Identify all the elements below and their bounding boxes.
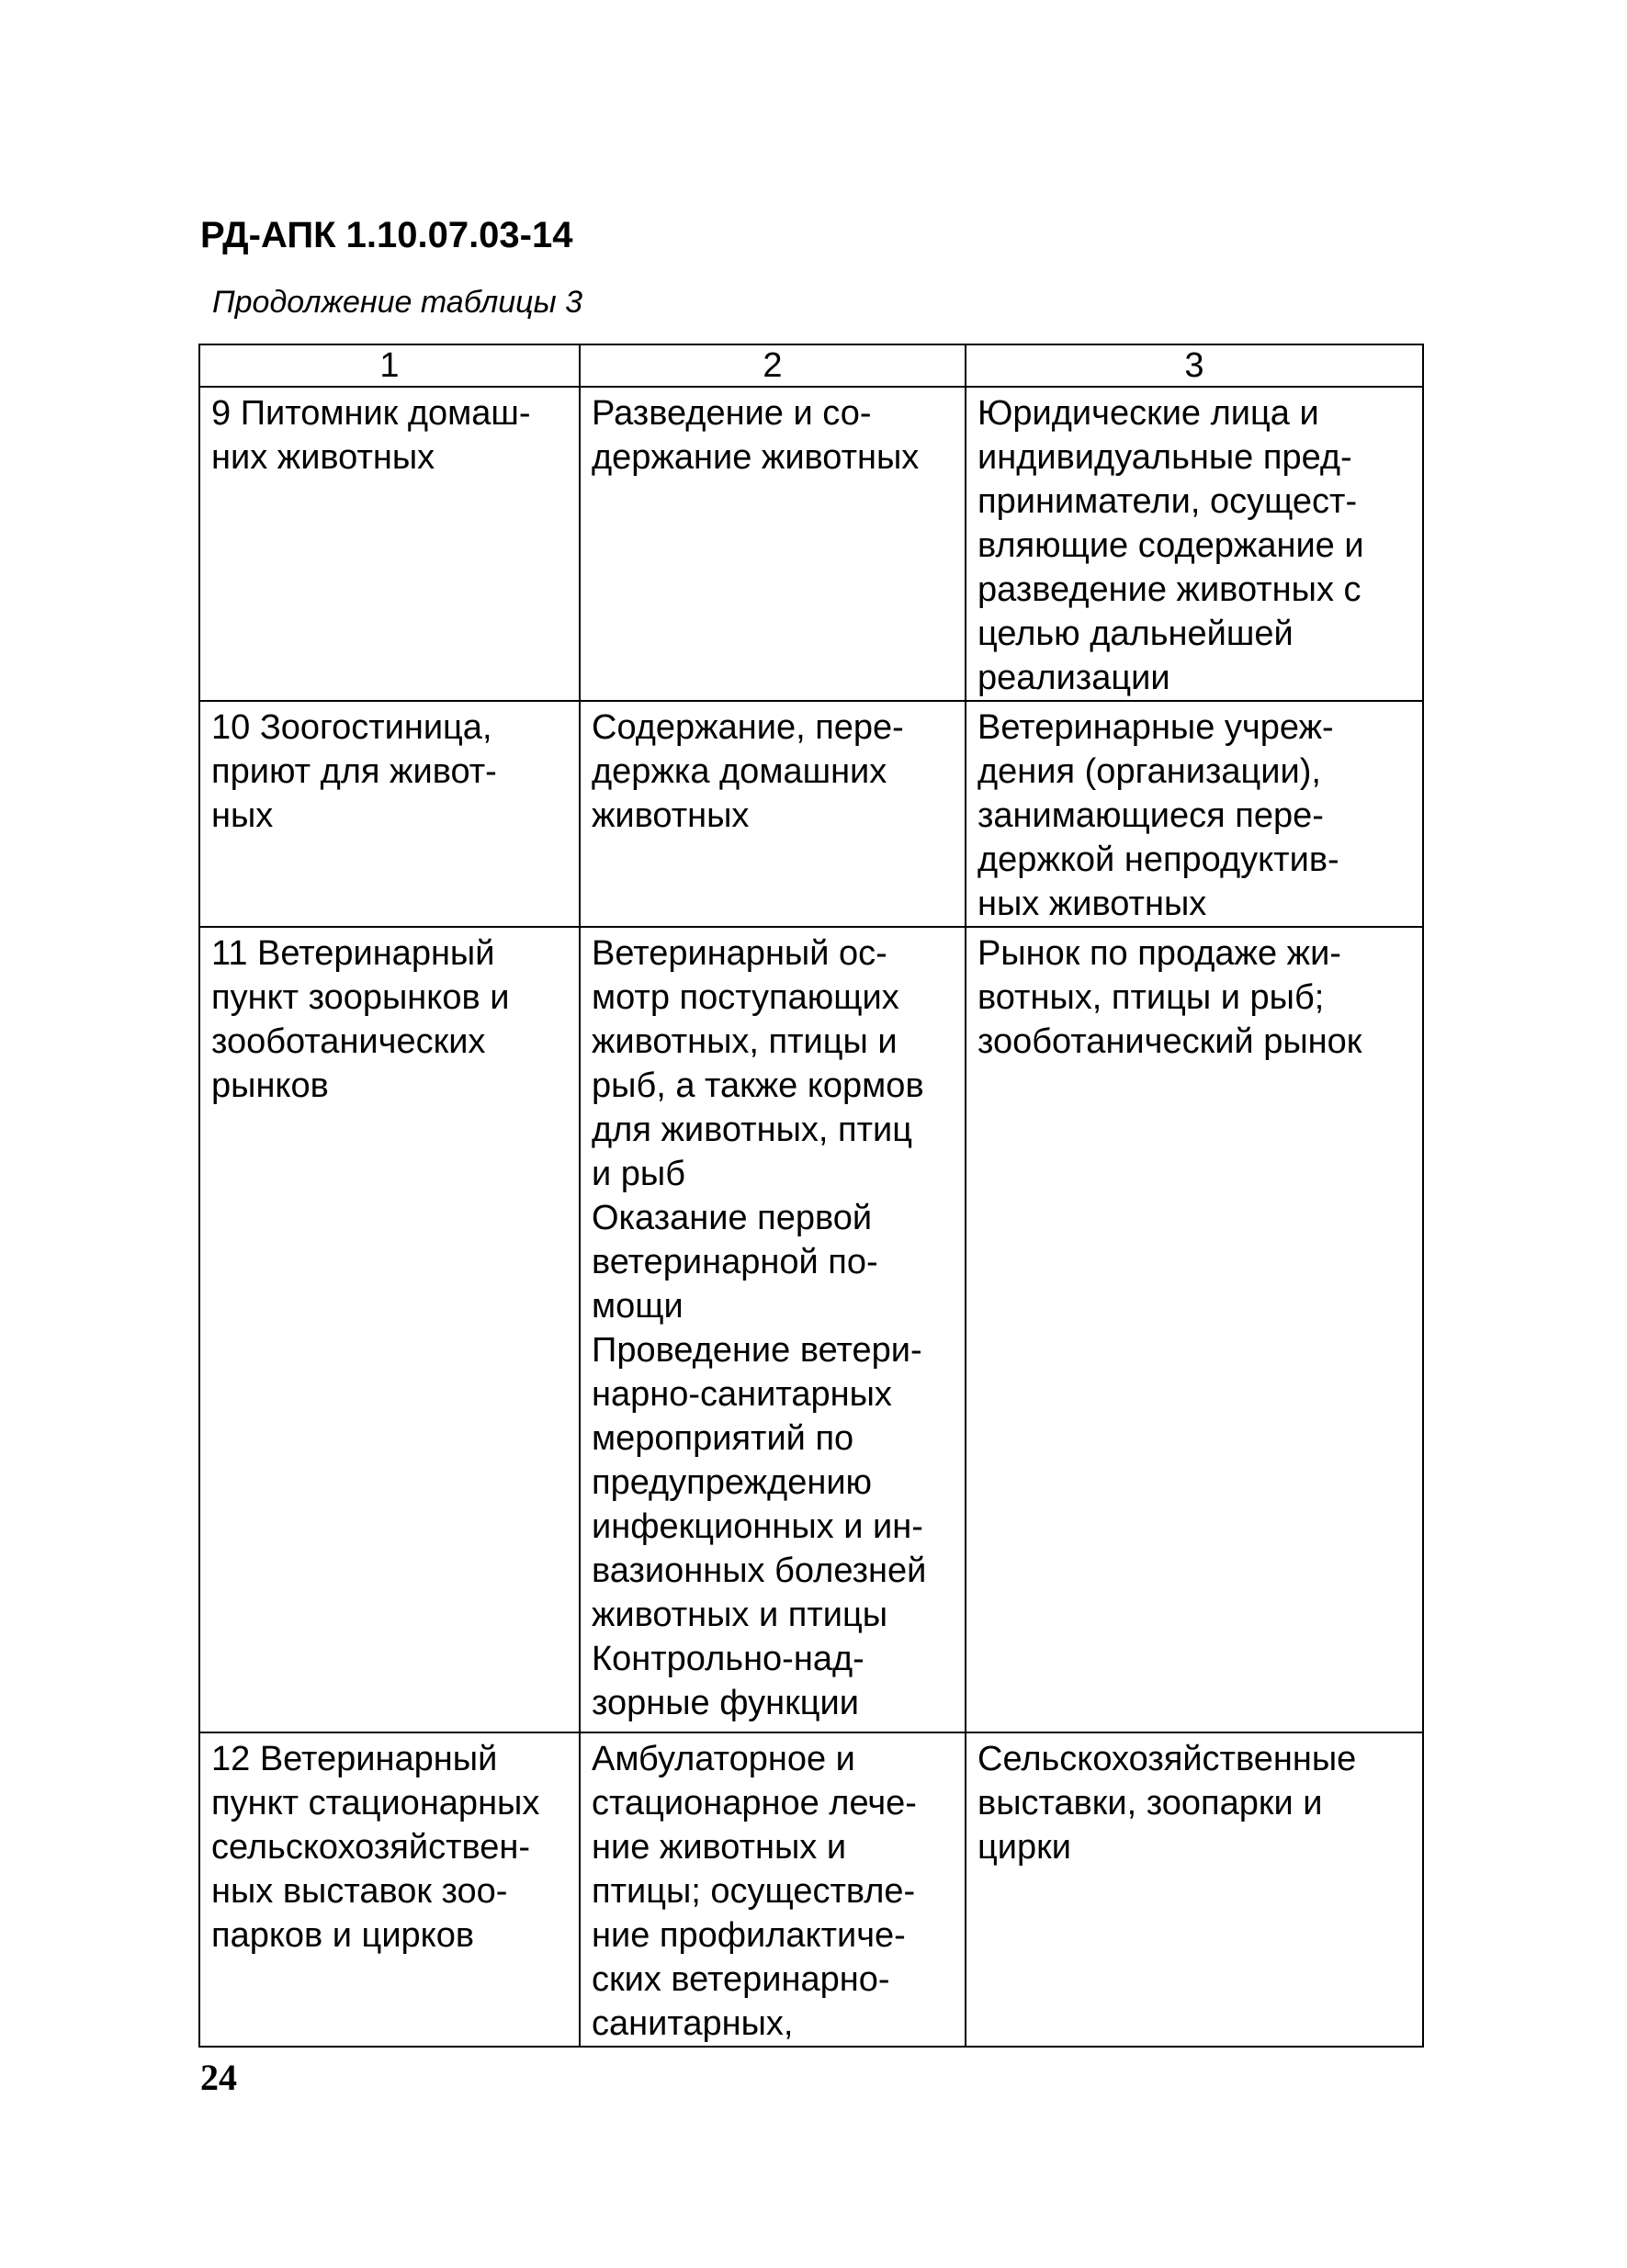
cell-text-line: 11 Ветеринарный bbox=[211, 934, 495, 973]
cell-text-line: вазионных болезней bbox=[592, 1551, 927, 1590]
cell-text-line: инфекционных и ин- bbox=[592, 1507, 923, 1546]
column-header-1: 1 bbox=[199, 344, 580, 387]
table-cell-col3 bbox=[966, 387, 1423, 701]
cell-text-line: животных и птицы bbox=[592, 1596, 888, 1634]
column-header-3: 3 bbox=[966, 344, 1423, 387]
cell-text-line: зорные функции bbox=[592, 1684, 859, 1722]
cell-text-line: приют для живот- bbox=[211, 752, 497, 791]
cell-text-line: Контрольно-над- bbox=[592, 1640, 864, 1678]
table-cell-col2 bbox=[580, 387, 966, 701]
cell-text-line: сельскохозяйствен- bbox=[211, 1828, 531, 1867]
cell-text-line: пункт стационарных bbox=[211, 1784, 540, 1822]
cell-text-line: мотр поступающих bbox=[592, 978, 899, 1017]
cell-text-line: ние животных и bbox=[592, 1828, 847, 1867]
cell-text-line: Сельскохозяйственные bbox=[977, 1740, 1357, 1778]
cell-text-line: пункт зоорынков и bbox=[211, 978, 510, 1017]
cell-text-line: Амбулаторное и bbox=[592, 1740, 855, 1778]
cell-text-line: реализации bbox=[977, 659, 1170, 697]
table-cell-col3 bbox=[966, 1732, 1423, 2047]
cell-text-line: зооботанический рынок bbox=[977, 1022, 1362, 1061]
cell-text-line: Содержание, пере- bbox=[592, 708, 904, 747]
cell-text-line: санитарных, bbox=[592, 2004, 794, 2043]
table-cell-col1 bbox=[199, 1732, 580, 2047]
cell-text-line: разведение животных с bbox=[977, 570, 1361, 609]
cell-text-line: животных bbox=[592, 796, 750, 835]
cell-text-line: держка домашних bbox=[592, 752, 887, 791]
cell-text-line: Юридические лица и bbox=[977, 394, 1319, 433]
cell-text-line: приниматели, осущест- bbox=[977, 482, 1358, 521]
cell-text-line: 9 Питомник домаш- bbox=[211, 394, 531, 433]
cell-text-line: мероприятий по bbox=[592, 1419, 854, 1458]
cell-text-line: ных bbox=[211, 796, 274, 835]
table-row bbox=[199, 1732, 1423, 2047]
cell-text-line: ние профилактиче- bbox=[592, 1916, 906, 1955]
cell-text-line: птицы; осуществле- bbox=[592, 1872, 916, 1911]
cell-text-line: парков и цирков bbox=[211, 1916, 475, 1955]
cell-text-line: нарно-санитарных bbox=[592, 1375, 892, 1414]
cell-text-line: занимающиеся пере- bbox=[977, 796, 1324, 835]
cell-text-line: выставки, зоопарки и bbox=[977, 1784, 1323, 1822]
cell-text-line: ветеринарной по- bbox=[592, 1243, 878, 1281]
cell-text-line: для животных, птиц bbox=[592, 1111, 912, 1149]
cell-text-line: Рынок по продаже жи- bbox=[977, 934, 1341, 973]
table-cell-col3 bbox=[966, 927, 1423, 1732]
cell-text-line: цирки bbox=[977, 1828, 1071, 1867]
cell-text-line: зооботанических bbox=[211, 1022, 486, 1061]
cell-text-line: Проведение ветери- bbox=[592, 1331, 922, 1370]
table-cell-col2 bbox=[580, 927, 966, 1732]
cell-text-line: рыб, а также кормов bbox=[592, 1066, 924, 1105]
table-cell-col3 bbox=[966, 701, 1423, 927]
table-continuation-caption: Продолжение таблицы 3 bbox=[212, 285, 582, 320]
services-table bbox=[198, 344, 1424, 2048]
cell-text-line: вотных, птицы и рыб; bbox=[977, 978, 1325, 1017]
cell-text-line: них животных bbox=[211, 438, 435, 477]
cell-text-line: животных, птицы и bbox=[592, 1022, 898, 1061]
cell-text-line: 10 Зоогостиница, bbox=[211, 708, 492, 747]
column-header-2: 2 bbox=[580, 344, 966, 387]
cell-text-line: вляющие содержание и bbox=[977, 526, 1364, 565]
cell-text-line: ских ветеринарно- bbox=[592, 1960, 890, 1999]
cell-text-line: ных выставок зоо- bbox=[211, 1872, 508, 1911]
cell-text-line: рынков bbox=[211, 1066, 329, 1105]
table-cell-col2 bbox=[580, 1732, 966, 2047]
table-header-row bbox=[199, 344, 1423, 387]
cell-text-line: 12 Ветеринарный bbox=[211, 1740, 498, 1778]
cell-text-line: целью дальнейшей bbox=[977, 615, 1294, 653]
cell-text-line: мощи bbox=[592, 1287, 684, 1326]
table-row bbox=[199, 701, 1423, 927]
table-cell-col2 bbox=[580, 701, 966, 927]
cell-text-line: держкой непродуктив- bbox=[977, 841, 1339, 879]
cell-text-line: дения (организации), bbox=[977, 752, 1321, 791]
cell-text-line: Разведение и со- bbox=[592, 394, 872, 433]
cell-text-line: держание животных bbox=[592, 438, 920, 477]
table-cell-col1 bbox=[199, 701, 580, 927]
table-row bbox=[199, 927, 1423, 1732]
cell-text-line: Оказание первой bbox=[592, 1199, 873, 1237]
cell-text-line: ных животных bbox=[977, 885, 1207, 923]
cell-text-line: и рыб bbox=[592, 1155, 685, 1193]
cell-text-line: Ветеринарные учреж- bbox=[977, 708, 1334, 747]
cell-text-line: предупреждению bbox=[592, 1463, 873, 1502]
table-cell-col1 bbox=[199, 927, 580, 1732]
cell-text-line: Ветеринарный ос- bbox=[592, 934, 887, 973]
cell-text-line: стационарное лече- bbox=[592, 1784, 917, 1822]
table-row bbox=[199, 387, 1423, 701]
document-code: РД-АПК 1.10.07.03-14 bbox=[200, 215, 573, 255]
table-cell-col1 bbox=[199, 387, 580, 701]
page-number: 24 bbox=[200, 2057, 237, 2098]
cell-text-line: индивидуальные пред- bbox=[977, 438, 1352, 477]
